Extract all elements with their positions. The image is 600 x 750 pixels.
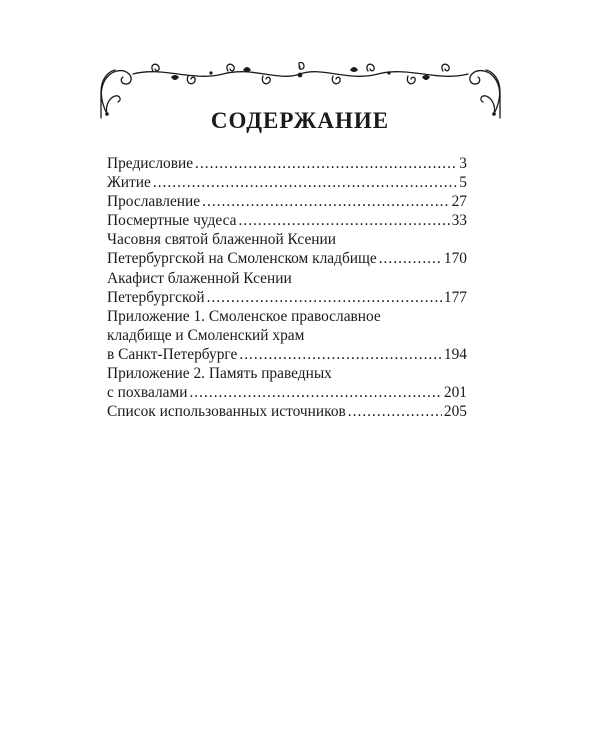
toc-page-number: 201	[443, 384, 467, 402]
toc-entry-title: кладбище и Смоленский храм	[107, 326, 305, 344]
toc-entry-line	[107, 383, 467, 402]
toc-entry-title: с похвалами	[107, 384, 188, 402]
toc-entry-title: Приложение 1. Смоленское православное	[107, 307, 381, 325]
toc-entry[interactable]	[107, 211, 467, 230]
toc-entry[interactable]	[107, 269, 467, 307]
toc-entry-title: Петербургской	[107, 288, 205, 306]
toc-entry-line	[107, 192, 467, 211]
toc-page-number: 194	[443, 345, 467, 363]
page-title: СОДЕРЖАНИЕ	[210, 108, 390, 133]
toc-entry-title: Посмертные чудеса	[107, 212, 237, 230]
dot-leader	[379, 249, 442, 268]
toc-entry-line	[107, 288, 467, 307]
toc-entry-line	[107, 211, 467, 230]
toc-page-number: 3	[459, 155, 467, 172]
toc-entry-title: Акафист блаженной Ксении	[107, 269, 292, 287]
dot-leader	[348, 402, 442, 421]
toc-entry[interactable]	[107, 364, 467, 402]
toc-entry[interactable]	[107, 230, 467, 268]
toc-entry-line	[107, 402, 467, 421]
toc-entry[interactable]	[107, 402, 467, 421]
toc-entry-line	[107, 307, 467, 326]
toc-page-number: 205	[443, 403, 467, 421]
toc-entry-line	[107, 269, 467, 288]
toc-page-number: 33	[451, 212, 467, 230]
dot-leader	[195, 154, 457, 173]
toc-entry-line	[107, 230, 467, 249]
toc-page-number: 27	[451, 193, 467, 211]
toc-entry-line	[107, 249, 467, 268]
toc-entry-title: Приложение 2. Память праведных	[107, 365, 332, 383]
toc-entry-line	[107, 326, 467, 345]
dot-leader	[189, 383, 441, 402]
toc-entry-line	[107, 173, 467, 192]
toc-page-number: 177	[443, 288, 467, 306]
toc-entry-line	[107, 345, 467, 364]
toc-entry-title: Житие	[107, 174, 151, 192]
toc-entry[interactable]	[107, 192, 467, 211]
toc-entry-title: Петербургской на Смоленском кладбище	[107, 250, 377, 268]
dot-leader	[239, 345, 442, 364]
toc-entry-title: Часовня святой блаженной Ксении	[107, 231, 336, 249]
toc-entry-title: в Санкт-Петербурге	[107, 345, 238, 363]
dot-leader	[207, 288, 442, 307]
toc-entry[interactable]	[107, 307, 467, 364]
table-of-contents	[107, 154, 467, 421]
dot-leader	[238, 211, 449, 230]
toc-entry-title: Список использованных источников	[107, 403, 346, 421]
toc-entry[interactable]	[107, 154, 467, 173]
toc-entry-title: Прославление	[107, 193, 201, 211]
dot-leader	[202, 192, 449, 211]
toc-page-number: 5	[459, 174, 467, 192]
toc-entry[interactable]	[107, 173, 467, 192]
toc-entry-line	[107, 364, 467, 383]
toc-entry-title: Предисловие	[107, 155, 194, 172]
toc-page-number: 170	[443, 250, 467, 268]
dot-leader	[153, 173, 457, 192]
toc-entry-line	[107, 154, 467, 173]
